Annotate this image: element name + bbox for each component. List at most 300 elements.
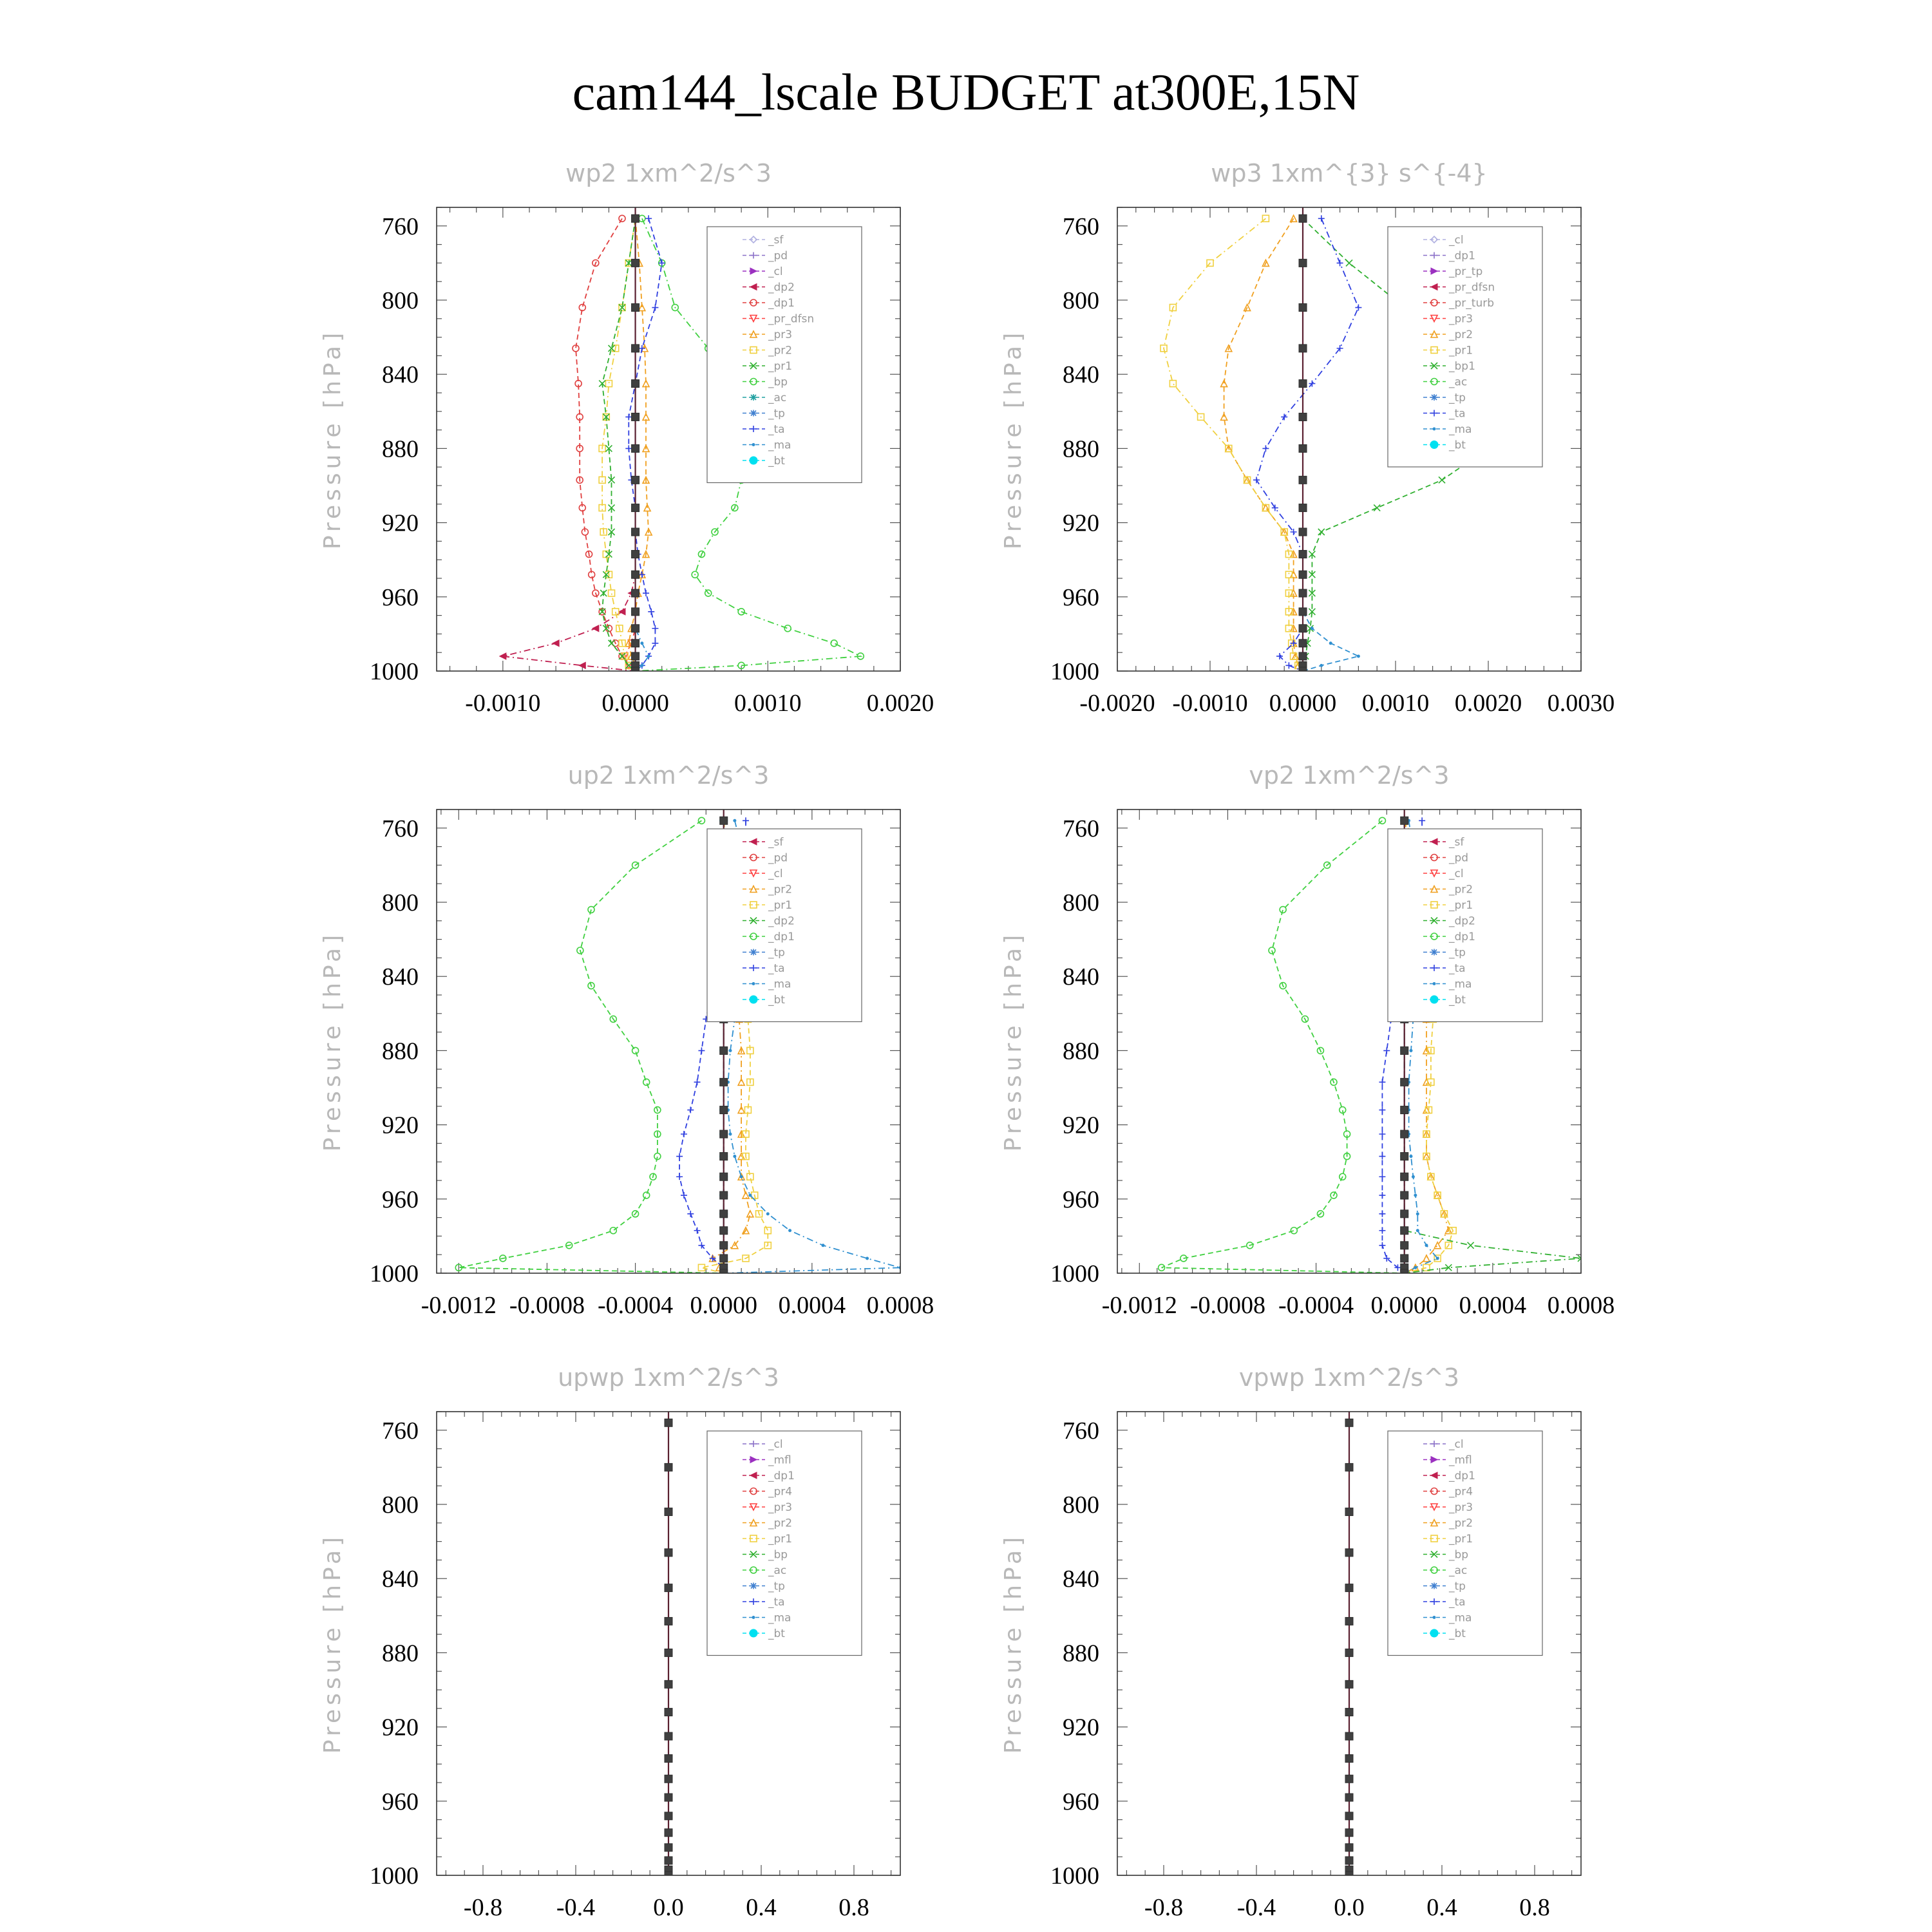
legend-marker [750, 996, 757, 1003]
legend-marker [750, 394, 757, 401]
x-tick-label: -0.4 [1236, 1894, 1276, 1921]
data-point [1423, 1255, 1430, 1262]
zero-marker [1401, 1191, 1408, 1199]
y-axis-label: Pressure [hPa] [1000, 328, 1027, 550]
y-tick-label: 880 [382, 1640, 419, 1667]
legend-label: _pr2 [1449, 328, 1473, 341]
series-line-ta [1256, 218, 1358, 671]
zero-marker [720, 1153, 728, 1160]
y-tick-label: 960 [1063, 1788, 1099, 1815]
data-point [1221, 381, 1227, 387]
legend-label: _dp1 [1449, 1470, 1475, 1482]
x-tick-label: -0.8 [463, 1894, 503, 1921]
series-line-pr1 [1164, 218, 1303, 671]
legend-label: _ma [768, 439, 791, 452]
legend-label: _pr_tp [1449, 265, 1483, 278]
zero-marker [665, 1775, 672, 1783]
data-point [831, 640, 837, 647]
x-tick-label: -0.0012 [421, 1292, 497, 1319]
zero-marker [1345, 1617, 1353, 1625]
zero-marker [720, 1242, 728, 1249]
data-point [610, 1227, 616, 1234]
panel-title: up2 1xm^2/s^3 [567, 761, 770, 790]
zero-marker [720, 1106, 728, 1114]
zero-marker [1401, 1255, 1408, 1262]
data-point [609, 590, 615, 596]
series-line-pr1 [602, 218, 636, 671]
x-tick-label: -0.8 [1144, 1894, 1184, 1921]
legend [1388, 227, 1542, 467]
data-point [766, 1213, 769, 1215]
data-point [676, 1153, 683, 1160]
zero-marker [720, 1046, 728, 1054]
legend-label: _bp [768, 375, 788, 389]
zero-marker [720, 1078, 728, 1086]
legend-marker [752, 1616, 755, 1619]
data-point [643, 590, 649, 596]
zero-marker [1345, 1709, 1353, 1716]
zero-marker [1345, 1812, 1353, 1820]
data-point [1379, 1173, 1385, 1180]
legend-marker [1430, 1629, 1438, 1637]
panel-title: wp2 1xm^2/s^3 [565, 159, 772, 187]
zero-marker [632, 259, 639, 267]
y-tick-label: 760 [1063, 213, 1099, 240]
y-tick-label: 920 [382, 1112, 419, 1139]
y-tick-label: 960 [382, 1788, 419, 1815]
data-point [698, 817, 705, 824]
data-point [1285, 662, 1292, 668]
data-point [681, 1131, 687, 1137]
chart-panel-4 [1000, 761, 1615, 1319]
x-tick-label: -0.0004 [1278, 1292, 1354, 1319]
y-axis-label: Pressure [hPa] [319, 328, 346, 550]
data-point [1416, 1229, 1419, 1232]
y-axis-label: Pressure [hPa] [1000, 931, 1027, 1152]
legend-label: _pr2 [1449, 883, 1473, 896]
zero-marker [720, 1227, 728, 1235]
y-tick-label: 1000 [370, 1260, 419, 1287]
legend-marker [1431, 1583, 1437, 1589]
data-point [764, 1227, 771, 1234]
legend-label: _tp [768, 407, 785, 421]
data-point [698, 1047, 705, 1054]
zero-marker [1299, 345, 1307, 352]
legend-label: _tp [768, 946, 785, 960]
zero-marker [1345, 1463, 1353, 1471]
legend-marker [1430, 441, 1438, 449]
x-tick-label: 0.0000 [690, 1292, 757, 1319]
y-tick-label: 880 [1063, 1037, 1099, 1065]
data-point [738, 1107, 744, 1113]
data-point [1379, 1131, 1385, 1137]
zero-marker [1299, 639, 1307, 647]
zero-marker [665, 1549, 672, 1557]
data-point [1410, 1155, 1412, 1158]
y-tick-label: 840 [1063, 361, 1099, 389]
x-tick-label: 0.0010 [1361, 690, 1430, 717]
legend-label: _bp1 [1449, 360, 1475, 373]
legend [707, 829, 862, 1022]
chart-panel-5 [319, 1363, 900, 1921]
legend-label: _mfl [1449, 1454, 1472, 1467]
zero-marker [1345, 1584, 1353, 1592]
legend [707, 1431, 862, 1656]
zero-marker [720, 1191, 728, 1199]
data-point [1318, 215, 1325, 222]
zero-marker [632, 625, 639, 632]
data-point [687, 1107, 694, 1113]
legend-label: _pr2 [1449, 1517, 1473, 1530]
zero-marker [632, 551, 639, 558]
data-point [866, 1257, 869, 1260]
y-tick-label: 800 [382, 1492, 419, 1519]
zero-marker [1345, 1508, 1353, 1516]
zero-marker [720, 1173, 728, 1180]
data-point [643, 1192, 650, 1198]
data-point [1412, 1175, 1414, 1178]
zero-marker [1345, 1844, 1353, 1852]
data-point [648, 609, 654, 615]
zero-marker [665, 1508, 672, 1516]
y-tick-label: 840 [1063, 963, 1099, 991]
x-tick-label: 0.0008 [866, 1292, 934, 1319]
legend [1388, 1431, 1542, 1656]
panel-title: vp2 1xm^2/s^3 [1249, 761, 1450, 790]
zero-marker [665, 1755, 672, 1763]
zero-marker [632, 304, 639, 312]
y-tick-label: 880 [1063, 1640, 1099, 1667]
legend-marker [750, 457, 757, 464]
y-tick-label: 1000 [1050, 1260, 1099, 1287]
zero-marker [632, 214, 639, 222]
zero-marker [1299, 259, 1307, 267]
x-tick-label: 0.0004 [1459, 1292, 1527, 1319]
series-group [1345, 1412, 1353, 1879]
data-point [681, 1192, 687, 1198]
x-tick-label: -0.0020 [1079, 690, 1155, 717]
zero-marker [1299, 528, 1307, 536]
x-tick-label: 0.0000 [601, 690, 669, 717]
data-point [1379, 1242, 1385, 1249]
data-point [1414, 1194, 1417, 1197]
data-point [743, 817, 749, 824]
zero-marker [1345, 1419, 1353, 1426]
data-point [1379, 1153, 1385, 1160]
data-point [784, 625, 791, 632]
legend-label: _tp [768, 1580, 785, 1593]
legend-marker [750, 410, 757, 417]
legend [707, 227, 862, 483]
chart-panel-1 [319, 159, 934, 717]
x-tick-label: -0.0008 [1189, 1292, 1266, 1319]
y-tick-label: 760 [382, 1417, 419, 1444]
y-axis-label: Pressure [hPa] [319, 931, 346, 1152]
data-point [1379, 1227, 1385, 1234]
x-tick-label: 0.8 [838, 1894, 869, 1921]
data-point [1379, 1079, 1385, 1085]
data-point [639, 305, 645, 311]
y-tick-label: 960 [1063, 583, 1099, 611]
data-point [1262, 445, 1269, 451]
y-tick-label: 920 [382, 509, 419, 537]
data-point [1280, 907, 1286, 913]
legend-label: _cl [768, 867, 783, 880]
panel-title: upwp 1xm^2/s^3 [558, 1363, 779, 1392]
data-point [734, 1155, 736, 1158]
zero-marker [665, 1419, 672, 1426]
series-line-dp2 [503, 218, 636, 671]
legend-marker [750, 1583, 757, 1589]
data-point [1291, 1227, 1297, 1234]
legend-label: _ta [768, 962, 785, 975]
legend-label: _dp2 [768, 914, 795, 928]
zero-marker [665, 1794, 672, 1801]
legend-label: _pr_dfsn [1449, 281, 1495, 294]
y-tick-label: 880 [382, 1037, 419, 1065]
chart-panel-6 [1000, 1363, 1581, 1921]
legend-label: _dp2 [768, 281, 795, 294]
zero-marker [1299, 608, 1307, 616]
legend-label: _bt [768, 1627, 785, 1640]
data-point [1346, 260, 1352, 266]
data-point [1414, 1266, 1417, 1269]
legend-label: _cl [1449, 867, 1464, 880]
data-point [1468, 1242, 1474, 1249]
data-point [579, 305, 585, 311]
legend-label: _pr3 [1449, 1501, 1473, 1514]
data-point [1311, 627, 1313, 630]
legend-label: _pd [768, 851, 788, 865]
zero-marker [1299, 551, 1307, 558]
data-point [1379, 1107, 1385, 1113]
data-point [619, 215, 625, 222]
legend-label: _ac [1449, 375, 1468, 389]
zero-marker [1299, 444, 1307, 452]
y-tick-label: 800 [1063, 1492, 1099, 1519]
data-point [729, 1133, 732, 1135]
series-group [665, 1412, 672, 1879]
legend-label: _mfl [768, 1454, 791, 1467]
data-point [1355, 305, 1361, 311]
x-tick-label: 0.0010 [734, 690, 802, 717]
legend-label: _bp [768, 1548, 788, 1562]
zero-marker [720, 1130, 728, 1138]
legend-label: _bt [768, 455, 785, 468]
legend-label: _ma [1449, 423, 1472, 436]
data-point [647, 655, 650, 658]
zero-marker [1345, 1732, 1353, 1740]
zero-marker [1345, 1649, 1353, 1656]
data-point [1357, 655, 1359, 658]
data-point [500, 653, 506, 659]
zero-marker [1401, 1210, 1408, 1218]
legend-label: _ac [768, 392, 787, 404]
x-tick-label: -0.0010 [1172, 690, 1248, 717]
zero-marker [632, 380, 639, 388]
series-line-dp1 [459, 820, 723, 1273]
zero-marker [1345, 1549, 1353, 1557]
data-point [652, 640, 658, 647]
legend-label: _pr3 [1449, 312, 1473, 326]
series-line-pr2 [1224, 218, 1303, 671]
legend-label: _dp1 [768, 1470, 795, 1482]
x-tick-label: 0.0000 [1269, 690, 1337, 717]
x-tick-label: -0.0010 [465, 690, 541, 717]
y-tick-label: 760 [1063, 815, 1099, 842]
zero-marker [1299, 589, 1307, 597]
legend-label: _tp [1449, 392, 1466, 404]
legend-label: _ta [1449, 407, 1466, 421]
x-tick-label: 0.4 [1426, 1894, 1457, 1921]
data-point [1374, 505, 1380, 511]
data-point [643, 1079, 650, 1085]
chart-panel-3 [319, 761, 934, 1319]
y-tick-label: 840 [382, 361, 419, 389]
legend-label: _ma [1449, 1611, 1472, 1625]
zero-marker [1401, 1046, 1408, 1054]
legend-marker [1431, 949, 1437, 956]
x-tick-label: 0.0008 [1547, 1292, 1615, 1319]
data-point [592, 625, 599, 632]
zero-marker [720, 1255, 728, 1262]
zero-marker [665, 1829, 672, 1837]
legend-label: _pr1 [768, 1533, 793, 1546]
legend-label: _pr1 [768, 899, 793, 912]
y-tick-label: 960 [382, 1186, 419, 1213]
data-point [1253, 477, 1260, 483]
zero-marker [1401, 1242, 1408, 1249]
data-point [1436, 1257, 1439, 1260]
legend-label: _pr3 [768, 328, 793, 341]
legend-marker [1430, 996, 1438, 1003]
zero-marker [632, 528, 639, 536]
legend-label: _ma [768, 1611, 791, 1625]
legend-marker [1433, 428, 1435, 430]
zero-marker [1345, 1857, 1353, 1864]
data-point [822, 1244, 824, 1247]
x-tick-label: -0.0012 [1101, 1292, 1177, 1319]
legend-label: _pr1 [768, 360, 793, 373]
legend-label: _pr_turb [1449, 297, 1495, 310]
data-point [1410, 1049, 1412, 1052]
data-point [1379, 1211, 1385, 1217]
zero-marker [1401, 817, 1408, 824]
zero-marker [1345, 1794, 1353, 1801]
zero-marker [1401, 1106, 1408, 1114]
data-point [639, 215, 645, 222]
legend-label: _ta [1449, 962, 1466, 975]
zero-marker [1345, 1775, 1353, 1783]
legend-label: _cl [1449, 234, 1464, 247]
legend-label: _cl [1449, 1438, 1464, 1451]
y-tick-label: 760 [382, 213, 419, 240]
data-point [738, 1079, 744, 1085]
legend-label: _ma [768, 978, 791, 991]
series-line-pr2 [602, 218, 636, 671]
zero-marker [632, 608, 639, 616]
data-point [625, 413, 632, 420]
zero-marker [1299, 214, 1307, 222]
legend-label: _pr1 [1449, 1533, 1473, 1546]
legend-label: _sf [768, 836, 784, 849]
zero-marker [665, 1584, 672, 1592]
zero-marker [632, 476, 639, 484]
x-tick-label: 0.0004 [778, 1292, 846, 1319]
data-point [645, 215, 652, 222]
legend-marker [1433, 1616, 1435, 1619]
data-point [1425, 1244, 1428, 1247]
y-axis-label: Pressure [hPa] [319, 1533, 346, 1754]
x-tick-label: -0.0004 [597, 1292, 674, 1319]
data-point [641, 664, 643, 667]
legend-label: _pd [768, 249, 788, 263]
data-point [1170, 381, 1176, 387]
legend-label: _pr2 [768, 344, 793, 357]
y-tick-label: 760 [1063, 1417, 1099, 1444]
legend-label: _bt [1449, 1627, 1466, 1640]
zero-marker [1299, 476, 1307, 484]
y-tick-label: 920 [1063, 1714, 1099, 1741]
x-tick-label: 0.0000 [1370, 1292, 1438, 1319]
legend-label: _bp [1449, 1548, 1469, 1562]
zero-marker [720, 817, 728, 824]
zero-marker [1299, 625, 1307, 632]
y-tick-label: 800 [382, 889, 419, 916]
data-point [687, 1211, 694, 1217]
zero-marker [1299, 380, 1307, 388]
legend-label: _bt [1449, 439, 1466, 452]
zero-marker [1401, 1173, 1408, 1180]
data-point [1221, 413, 1227, 420]
zero-marker [632, 504, 639, 512]
legend-label: _pr3 [768, 1501, 793, 1514]
series-line-dp1 [1162, 820, 1405, 1273]
zero-marker [665, 1732, 672, 1740]
data-point [749, 1194, 752, 1197]
x-tick-label: 0.0030 [1547, 690, 1615, 717]
data-point [694, 1079, 701, 1085]
zero-marker [665, 1844, 672, 1852]
chart-panel-2 [1000, 159, 1615, 717]
panel-title: wp3 1xm^{3} s^{-4} [1211, 159, 1488, 187]
legend-label: _tp [1449, 946, 1466, 960]
legend [1388, 829, 1542, 1022]
y-tick-label: 800 [1063, 287, 1099, 314]
data-point [729, 1049, 732, 1052]
y-tick-label: 1000 [1050, 1862, 1099, 1889]
data-point [1291, 215, 1297, 222]
legend-label: _pr2 [768, 1517, 793, 1530]
data-point [619, 609, 625, 615]
data-point [1329, 642, 1332, 645]
y-tick-label: 1000 [370, 658, 419, 685]
legend-label: _pr4 [1449, 1485, 1473, 1499]
data-point [609, 640, 615, 647]
data-point [789, 1229, 791, 1232]
data-point [1416, 1213, 1419, 1215]
zero-marker [1299, 413, 1307, 421]
figure-title: cam144_lscale BUDGET at300E,15N [572, 64, 1360, 121]
legend-label: _dp1 [768, 297, 795, 310]
legend-label: _cl [768, 1438, 783, 1451]
legend-label: _cl [768, 265, 783, 278]
y-tick-label: 880 [1063, 435, 1099, 463]
y-tick-label: 920 [382, 1714, 419, 1741]
zero-marker [665, 1617, 672, 1625]
zero-marker [665, 1680, 672, 1688]
x-tick-label: -0.0008 [509, 1292, 585, 1319]
